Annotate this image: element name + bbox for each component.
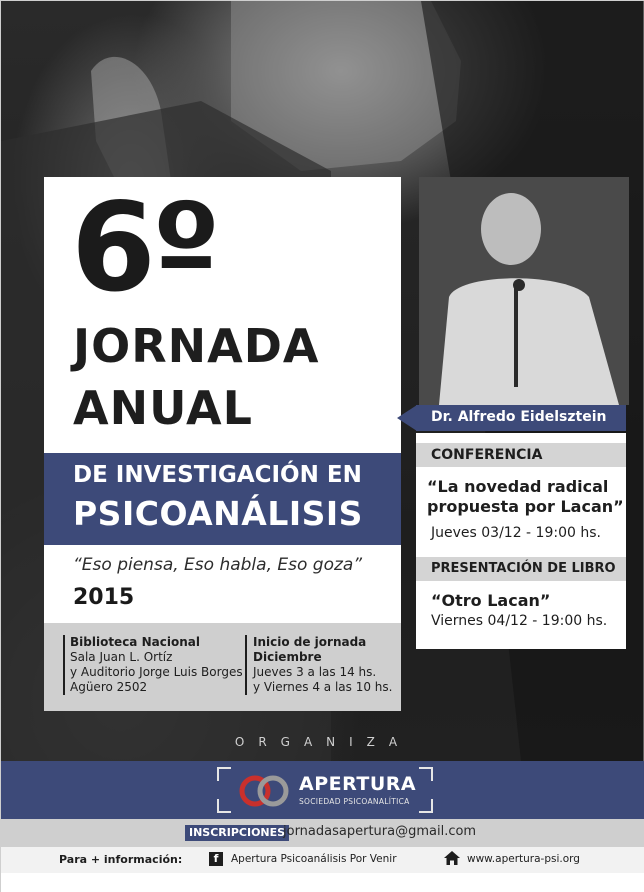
conference-title-line1: “La novedad radical [427, 477, 609, 496]
tagline: “Eso piensa, Eso habla, Eso goza” [73, 555, 363, 575]
title-anual: ANUAL [73, 381, 253, 435]
speaker-arrow [397, 405, 417, 431]
corner-bracket [419, 799, 433, 813]
venue-name: Biblioteca Nacional [70, 635, 200, 649]
schedule-month: Diciembre [253, 650, 322, 664]
info-label: Para + información: [59, 853, 183, 866]
website-link[interactable]: www.apertura-psi.org [467, 853, 580, 865]
subtitle-line1: DE INVESTIGACIÓN EN [73, 462, 362, 488]
apertura-logo-icon [235, 773, 295, 809]
corner-bracket [217, 767, 231, 781]
corner-bracket [217, 799, 231, 813]
book-date: Viernes 04/12 - 19:00 hs. [431, 613, 608, 629]
organizer-name: APERTURA [299, 773, 417, 795]
registration-email[interactable]: jornadasapertura@gmail.com [283, 824, 477, 839]
conference-label: CONFERENCIA [431, 447, 543, 463]
facebook-link[interactable]: Apertura Psicoanálisis Por Venir [231, 853, 397, 865]
book-title: “Otro Lacan” [431, 591, 551, 610]
schedule-info [245, 635, 395, 695]
title-jornada: JORNADA [73, 319, 320, 373]
venue-info [63, 635, 243, 695]
home-icon [443, 850, 461, 866]
speaker-name: Dr. Alfredo Eidelsztein [431, 409, 607, 425]
speaker-silhouette [419, 177, 629, 405]
year: 2015 [73, 585, 135, 610]
corner-bracket [419, 767, 433, 781]
venue-address: Agüero 2502 [70, 680, 148, 694]
speaker-photo [419, 177, 629, 405]
schedule-day1: Jueves 3 a las 14 hs. [253, 665, 377, 679]
subtitle-line2: PSICOANÁLISIS [73, 494, 363, 533]
registration-label: INSCRIPCIONES [185, 825, 289, 841]
venue-auditorium: y Auditorio Jorge Luis Borges [70, 665, 243, 679]
organizer-subtitle: SOCIEDAD PSICOANALÍTICA [299, 797, 410, 806]
conference-title [427, 477, 624, 517]
conference-date: Jueves 03/12 - 19:00 hs. [431, 525, 601, 541]
edition-number: 6º [71, 177, 217, 319]
conference-title-line2: propuesta por Lacan” [427, 497, 624, 516]
venue-room: Sala Juan L. Ortíz [70, 650, 173, 664]
facebook-icon[interactable]: f [209, 852, 223, 866]
schedule-day2: y Viernes 4 a las 10 hs. [253, 680, 393, 694]
bottom-margin [1, 873, 644, 892]
schedule-heading: Inicio de jornada [253, 635, 367, 649]
organizer-label: ORGANIZA [234, 735, 412, 749]
book-label: PRESENTACIÓN DE LIBRO [431, 561, 616, 576]
